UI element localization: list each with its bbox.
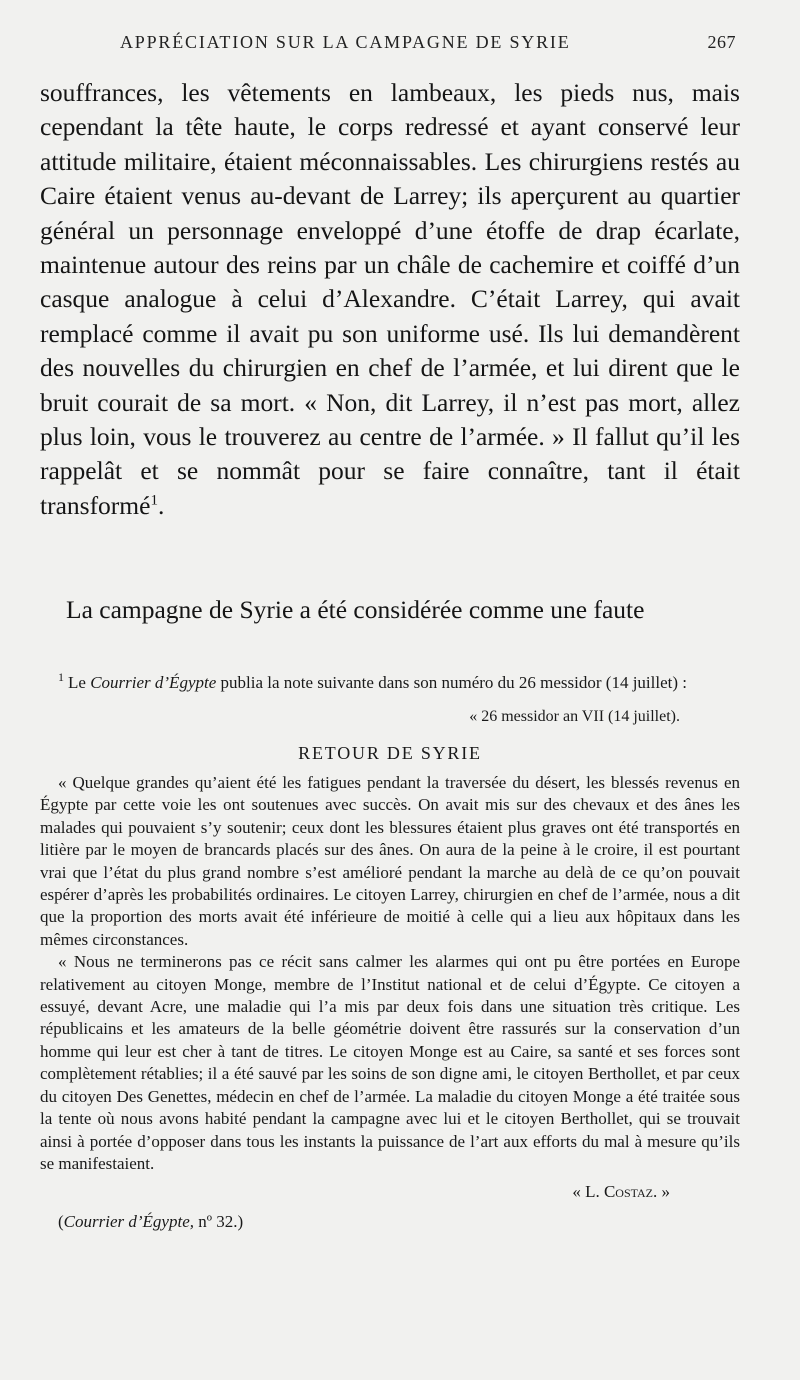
- main-paragraph: souffrances, les vêtements en lambeaux, les pieds nus, mais cependant la tête haute, le corps redressé et ayant conservé leur attitude militaire, étaient méconnaissables. Les chirurgiens restés au Caire étaient venus au-devant de Larrey; ils aperçurent au quartier général un personnage enveloppé d’une étoffe de drap écarlate, maintenue autour des reins par un châle de cachemire et coiffé d’un casque analogue à celui d’Alexandre. C’était Larrey, qui avait remplacé comme il avait pu son uniforme usé. Ils lui demandèrent des nouvelles du chirurgien en chef de l’armée, et lui dirent que le bruit courait de sa mort. « Non, dit Larrey, il n’est pas mort, allez plus loin, vous le trouverez au centre de l’armée. » Il fallut qu’il les rappelât et se nommât pour se faire connaître, tant il était transformé$^1$.: [40, 78, 740, 520]
- source-paren: (: [58, 1212, 64, 1232]
- article-title: RETOUR DE SYRIE: [298, 743, 482, 763]
- journal-title: Courrier d’Égypte: [90, 673, 217, 692]
- source-number: nº 32.): [194, 1212, 244, 1232]
- footnote: [40, 672, 740, 1233]
- footnote-intro-text: Le: [68, 673, 91, 692]
- dateline: « 26 messidor an VII (14 juillet).: [469, 708, 680, 725]
- quote-paragraph-2: « Nous ne terminerons pas ce récit sans calmer les alarmes qui ont pu être portées en Europe relativement au citoyen Monge, membre de l’Institut national et de celui d’Égypte. Ce citoyen a essuyé, devant Acre, une maladie qui l’a mis par deux fois dans une situation très critique. Les républicains et les amateurs de la belle géométrie doivent être rassurés sur la conservation d’un homme qui leur est cher à tant de titres. Le citoyen Monge est au Caire, sa santé et ses forces sont complètement rétablies; il a été sauvé par les soins de son digne ami, le citoyen Berthollet, et par ceux du citoyen Des Genettes, médecin en chef de l’armée. La maladie du citoyen Monge a été traitée sous la tente où nous avons habité pendant la campagne avec lui et le citoyen Berthollet, qui se trouvait ainsi à portée d’opposer dans tous les instants la puissance de l’art aux efforts du mal à mesure qu’ils se manifestaient.: [40, 952, 740, 1173]
- source-journal: Courrier d’Égypte,: [63, 1212, 194, 1232]
- main-text: [40, 76, 740, 523]
- footnote-number: 1: [58, 670, 64, 685]
- running-title: APPRÉCIATION SUR LA CAMPAGNE DE SYRIE: [120, 32, 571, 52]
- footnote-reference: 1: [150, 492, 158, 509]
- main-paragraph-text: souffrances, les vêtements en lambeaux, les pieds nus, mais cependant la tête haute, le corps redressé et ayant conservé leur attitude militaire, étaient méconnaissables. Les chirurgiens restés au Caire étaient venus au-devant de Larrey; ils aperçurent au quartier général un personnage enveloppé d’une étoffe de drap écarlate, maintenue autour des reins par un châle de cachemire et coiffé d’un casque analogue à celui d’Alexandre. C’était Larrey, qui avait remplacé comme il avait pu son uniforme usé. Ils lui demandèrent des nouvelles du chirurgien en chef de l’armée, et lui dirent que le bruit courait de sa mort. « Non, dit Larrey, il n’est pas mort, allez plus loin, vous le trouverez au centre de l’armée. » Il fallut qu’il les rappelât et se nommât pour se faire connaître, tant il était transformé: [40, 78, 740, 520]
- next-paragraph: La campagne de Syrie a été considérée comme une faute: [66, 595, 645, 624]
- quote-paragraph-1: « Quelque grandes qu’aient été les fatigues pendant la traversée du désert, les blessés revenus en Égypte par cette voie les ont soutenues avec succès. On avait mis sur des chevaux et des ânes les malades qui pouvaient s’y soutenir; ceux dont les blessures étaient plus graves ont été transportés en litière par le moyen de brancards placés sur des ânes. On aura de la peine à le croire, il est pourtant vrai que l’état du plus grand nombre s’est amélioré pendant la marche au delà de ce qu’on pouvait espérer d’après les probabilités ordinaires. Le citoyen Larrey, chirurgien en chef de l’armée, nous a dit que la proportion des morts avait été inférieure de moitié à celle qui a lieu aux hôpitaux dans les mêmes circonstances.: [40, 773, 740, 949]
- signature: « L. Costaz. »: [572, 1182, 670, 1202]
- footnote-intro-rest: publia la note suivante dans son numéro du 26 messidor (14 juillet) :: [216, 673, 687, 692]
- page-number: 267: [707, 32, 736, 52]
- running-head: [40, 32, 740, 60]
- footnote-intro: [40, 672, 740, 694]
- source-citation: [40, 1211, 740, 1233]
